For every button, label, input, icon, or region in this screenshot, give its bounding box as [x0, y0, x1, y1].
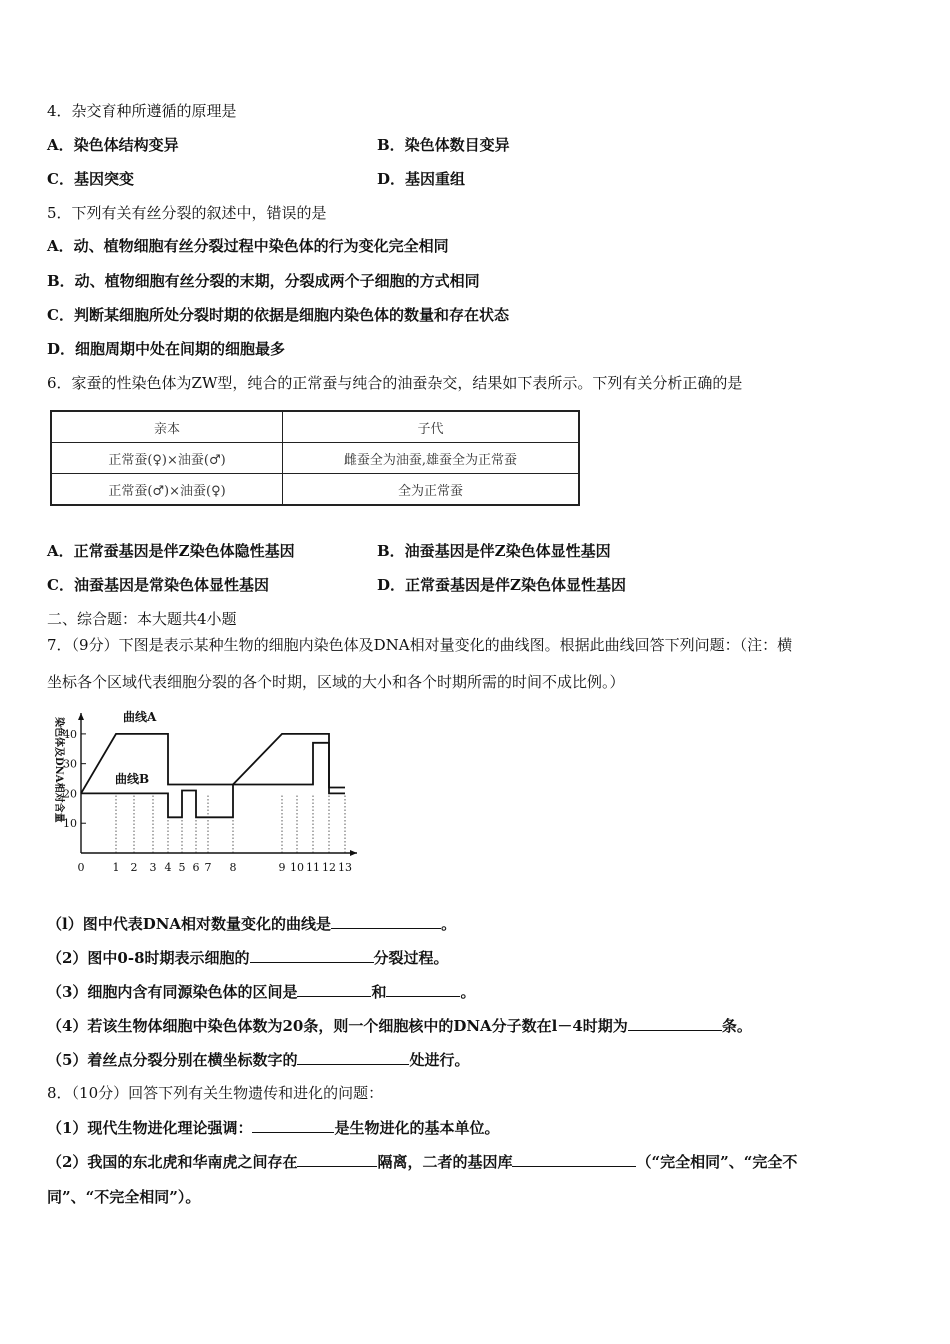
q8-sub2 [47, 1151, 797, 1172]
x-tick-label: 3 [149, 861, 157, 874]
q6-stem: 6．家蚕的性染色体为ZW型，纯合的正常蚕与纯合的油蚕杂交，结果如下表所示。下列有关分析正确的是 [47, 374, 743, 392]
x-tick-label: 13 [338, 861, 352, 874]
q7-sub3 [47, 981, 475, 1002]
q7-sub1-end: 。 [441, 915, 457, 933]
q6-table-cell: 正常蚕(♀)×油蚕(♂) [51, 443, 283, 474]
answer-blank[interactable] [252, 1117, 334, 1133]
q7-sub3-mid: 和 [371, 983, 387, 1001]
q5-option-d[interactable]: D．细胞周期中处在间期的细胞最多 [47, 340, 286, 358]
q4-option-d[interactable]: D．基因重组 [377, 170, 466, 188]
curve-b-label: 曲线B [115, 772, 150, 786]
x-tick-label: 5 [178, 861, 186, 874]
q7-sub5-text: （5）着丝点分裂分别在横坐标数字的 [47, 1051, 298, 1069]
q7-sub3-end: 。 [460, 983, 476, 1001]
x-tick-label: 9 [278, 861, 286, 874]
y-tick-label: 20 [63, 787, 77, 801]
q8-sub2-line2: 同”、“不完全相同”）。 [47, 1188, 201, 1206]
q8-stem: 8．（10分）回答下列有关生物遗传和进化的问题： [47, 1084, 384, 1102]
answer-blank[interactable] [297, 1151, 377, 1167]
q6-table-header-offspring: 子代 [283, 411, 580, 443]
q7-sub2 [47, 947, 449, 968]
x-tick-label: 12 [322, 861, 336, 874]
answer-blank[interactable] [250, 947, 374, 963]
q8-sub2-mid: 隔离，二者的基因库 [377, 1153, 513, 1171]
q7-sub3-text: （3）细胞内含有同源染色体的区间是 [47, 983, 298, 1001]
q4-option-b[interactable]: B．染色体数目变异 [377, 136, 510, 154]
q6-table-cell: 雌蚕全为油蚕,雄蚕全为正常蚕 [283, 443, 580, 474]
y-tick-label: 30 [63, 757, 77, 771]
q7-sub1-text: （l）图中代表DNA相对数量变化的曲线是 [47, 915, 332, 933]
q6-table-header-parent: 亲本 [51, 411, 283, 443]
x-tick-label: 8 [229, 861, 237, 874]
q8-sub2-end: （“完全相同”、“完全不 [636, 1153, 798, 1171]
q7-sub5 [47, 1049, 469, 1070]
q5-option-b[interactable]: B．动、植物细胞有丝分裂的末期，分裂成两个子细胞的方式相同 [47, 272, 480, 290]
y-axis-arrow [78, 713, 84, 720]
q8-sub2-text: （2）我国的东北虎和华南虎之间存在 [47, 1153, 298, 1171]
q7-sub5-end: 处进行。 [409, 1051, 470, 1069]
answer-blank[interactable] [386, 981, 460, 997]
x-tick-label: 4 [164, 861, 172, 874]
x-tick-label: 6 [192, 861, 200, 874]
curve-a-label: 曲线A [123, 710, 157, 724]
x-tick-label: 7 [204, 861, 212, 874]
q5-stem: 5．下列有关有丝分裂的叙述中，错误的是 [47, 204, 327, 222]
q7-sub4-text: （4）若该生物体细胞中染色体数为20条，则一个细胞核中的DNA分子数在l－4时期为 [47, 1017, 628, 1035]
q4-option-c[interactable]: C．基因突变 [47, 170, 134, 188]
x-tick-label: 11 [306, 861, 320, 874]
answer-blank[interactable] [512, 1151, 636, 1167]
x-tick-label: 2 [130, 861, 138, 874]
q6-table [50, 410, 580, 506]
q7-sub2-end: 分裂过程。 [373, 949, 449, 967]
q7-stem-line2: 坐标各个区域代表细胞分裂的各个时期，区域的大小和各个时期所需的时间不成比例。） [47, 673, 625, 691]
q7-sub1 [47, 913, 456, 934]
answer-blank[interactable] [297, 981, 371, 997]
q6-option-a[interactable]: A．正常蚕基因是伴Z染色体隐性基因 [47, 542, 295, 560]
answer-blank[interactable] [628, 1015, 722, 1031]
q5-option-c[interactable]: C．判断某细胞所处分裂时期的依据是细胞内染色体的数量和存在状态 [47, 306, 509, 324]
q7-chart [45, 705, 365, 880]
x-tick-label: 1 [112, 861, 120, 874]
q4-stem: 4．杂交育种所遵循的原理是 [47, 102, 237, 120]
q7-sub2-text: （2）图中0-8时期表示细胞的 [47, 949, 250, 967]
q6-option-b[interactable]: B．油蚕基因是伴Z染色体显性基因 [377, 542, 611, 560]
x-tick-label: 10 [290, 861, 304, 874]
y-tick-label: 40 [63, 727, 77, 741]
y-tick-label: 10 [63, 817, 77, 831]
section-heading: 二、综合题：本大题共4小题 [47, 610, 237, 628]
q7-stem-line1: 7．（9分）下图是表示某种生物的细胞内染色体及DNA相对量变化的曲线图。根据此曲线回答下列问题：（注：横 [47, 636, 793, 654]
q6-option-d[interactable]: D．正常蚕基因是伴Z染色体显性基因 [377, 576, 626, 594]
answer-blank[interactable] [297, 1049, 409, 1065]
q8-sub1-end: 是生物进化的基本单位。 [334, 1119, 500, 1137]
q7-sub4 [47, 1015, 752, 1036]
q6-table-cell: 正常蚕(♂)×油蚕(♀) [51, 474, 283, 506]
q8-sub1-text: （1）现代生物进化理论强调： [47, 1119, 253, 1137]
q6-option-c[interactable]: C．油蚕基因是常染色体显性基因 [47, 576, 269, 594]
q7-sub4-end: 条。 [721, 1017, 752, 1035]
x-axis-arrow [350, 850, 357, 856]
q4-option-a[interactable]: A．染色体结构变异 [47, 136, 179, 154]
answer-blank[interactable] [331, 913, 441, 929]
y-axis-title: 染色体及DNA相对含量 [53, 717, 64, 823]
x-tick-label: 0 [77, 861, 85, 874]
q5-option-a[interactable]: A．动、植物细胞有丝分裂过程中染色体的行为变化完全相同 [47, 237, 449, 255]
q6-table-cell: 全为正常蚕 [283, 474, 580, 506]
q8-sub1 [47, 1117, 499, 1138]
